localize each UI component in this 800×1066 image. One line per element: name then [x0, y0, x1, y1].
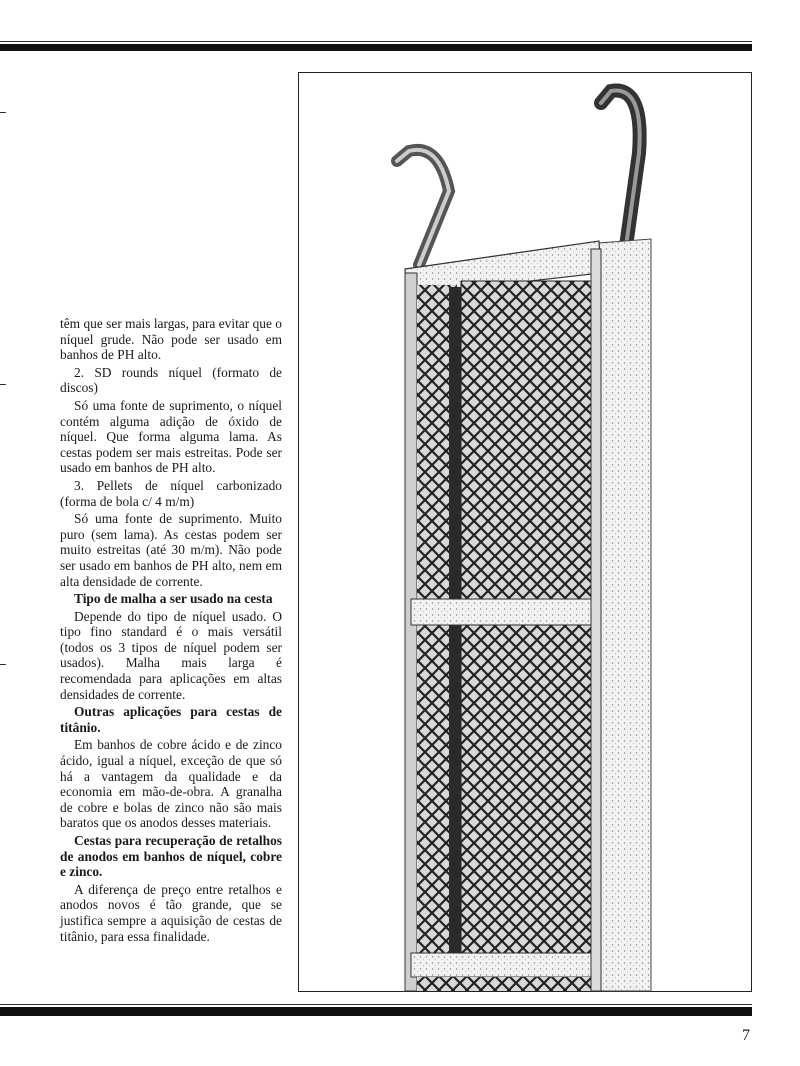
- paragraph: Só uma fonte de suprimento. Muito puro (sem lama). As cestas podem ser muito estreitas (até 30 m/m). Não pode ser usado em banhos de PH alto, nem em alta densidade de corrente.: [60, 511, 282, 589]
- paragraph: Só uma fonte de suprimento, o níquel contém alguma adição de óxido de níquel. Que forma alguma lama. As cestas podem ser mais estreitas. Pode ser usado em banhos de PH alto.: [60, 397, 282, 476]
- paragraph: Depende do tipo de níquel usado. O tipo fino standard é o mais versátil (todos os 3 tipos de níquel podem ser usados). Malha mais larga é recomendada para aplicações em altas densidades de corrente.: [60, 608, 282, 702]
- bottom-thin-rule: [0, 1004, 752, 1005]
- margin-mark: [0, 112, 6, 113]
- paragraph: Em banhos de cobre ácido e de zinco ácido, igual a níquel, exceção de que só há a vantagem da qualidade e da economia em mão-de-obra. A granalha de cobre e bolas de zinco não são mais baratos que os anodos desses materiais.: [60, 737, 282, 831]
- top-thin-rule: [0, 41, 752, 42]
- titanium-basket-illustration: [299, 73, 753, 993]
- top-rule: [0, 44, 752, 51]
- margin-mark: [0, 384, 6, 385]
- section-heading: Outras aplicações para cestas de titânio.: [60, 704, 282, 735]
- text-column: [60, 316, 282, 946]
- list-item: 2. SD rounds níquel (formato de discos): [60, 364, 282, 396]
- paragraph: A diferença de preço entre retalhos e anodos novos é tão grande, que se justifica sempre a aquisição de cestas de titânio, para essa finalidade.: [60, 881, 282, 944]
- bottom-rule: [0, 1007, 752, 1016]
- margin-mark: [0, 664, 6, 665]
- paragraph: têm que ser mais largas, para evitar que o níquel grude. Não pode ser usado em banhos de PH alto.: [60, 316, 282, 363]
- basket-photo: [298, 72, 752, 992]
- section-heading: Cestas para recuperação de retalhos de anodos em banhos de níquel, cobre e zinco.: [60, 833, 282, 880]
- page-number: 7: [742, 1027, 750, 1044]
- section-heading: Tipo de malha a ser usado na cesta: [74, 591, 273, 607]
- list-item: 3. Pellets de níquel carbonizado (forma de bola c/ 4 m/m): [60, 477, 282, 509]
